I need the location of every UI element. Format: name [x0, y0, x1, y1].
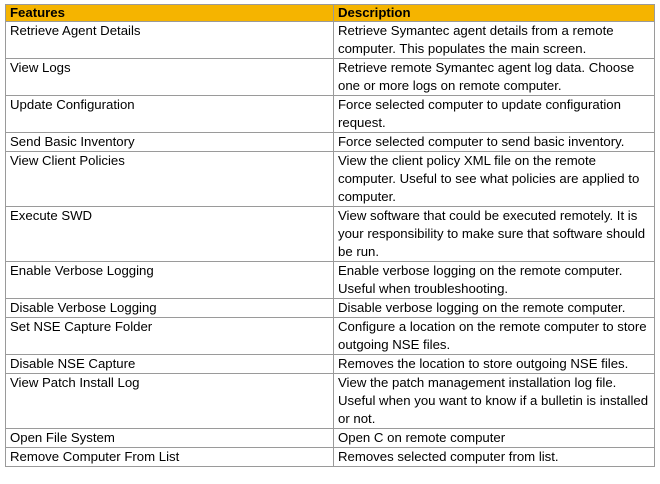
table-header-row	[6, 5, 655, 22]
description-cell: View the client policy XML file on the remote computer. Useful to see what policies are applied to computer.	[334, 152, 655, 207]
table-row	[6, 448, 655, 467]
description-cell: Open C on remote computer	[334, 429, 655, 448]
table-row	[6, 152, 655, 207]
header-description: Description	[334, 5, 655, 22]
description-cell: View the patch management installation log file. Useful when you want to know if a bulletin is installed or not.	[334, 374, 655, 429]
feature-cell: View Logs	[6, 59, 334, 96]
description-cell: Removes the location to store outgoing NSE files.	[334, 355, 655, 374]
feature-cell: View Client Policies	[6, 152, 334, 207]
description-cell: Retrieve remote Symantec agent log data. Choose one or more logs on remote computer.	[334, 59, 655, 96]
table-row	[6, 133, 655, 152]
feature-cell: Execute SWD	[6, 207, 334, 262]
table-row	[6, 374, 655, 429]
description-cell: Disable verbose logging on the remote computer.	[334, 299, 655, 318]
table-row	[6, 299, 655, 318]
description-cell: Force selected computer to send basic inventory.	[334, 133, 655, 152]
description-cell: Configure a location on the remote computer to store outgoing NSE files.	[334, 318, 655, 355]
feature-cell: View Patch Install Log	[6, 374, 334, 429]
feature-cell: Send Basic Inventory	[6, 133, 334, 152]
description-cell: Force selected computer to update configuration request.	[334, 96, 655, 133]
feature-cell: Update Configuration	[6, 96, 334, 133]
feature-cell: Disable NSE Capture	[6, 355, 334, 374]
table-row	[6, 59, 655, 96]
feature-cell: Open File System	[6, 429, 334, 448]
description-cell: Removes selected computer from list.	[334, 448, 655, 467]
table-row	[6, 355, 655, 374]
feature-cell: Enable Verbose Logging	[6, 262, 334, 299]
table-row	[6, 429, 655, 448]
feature-cell: Disable Verbose Logging	[6, 299, 334, 318]
feature-cell: Set NSE Capture Folder	[6, 318, 334, 355]
table-row	[6, 262, 655, 299]
table-row	[6, 318, 655, 355]
feature-cell: Retrieve Agent Details	[6, 22, 334, 59]
description-cell: View software that could be executed remotely. It is your responsibility to make sure that software should be run.	[334, 207, 655, 262]
description-cell: Enable verbose logging on the remote computer. Useful when troubleshooting.	[334, 262, 655, 299]
features-table	[5, 4, 655, 467]
description-cell: Retrieve Symantec agent details from a remote computer. This populates the main screen.	[334, 22, 655, 59]
header-features: Features	[6, 5, 334, 22]
table-row	[6, 96, 655, 133]
feature-cell: Remove Computer From List	[6, 448, 334, 467]
table-row	[6, 22, 655, 59]
table-row	[6, 207, 655, 262]
